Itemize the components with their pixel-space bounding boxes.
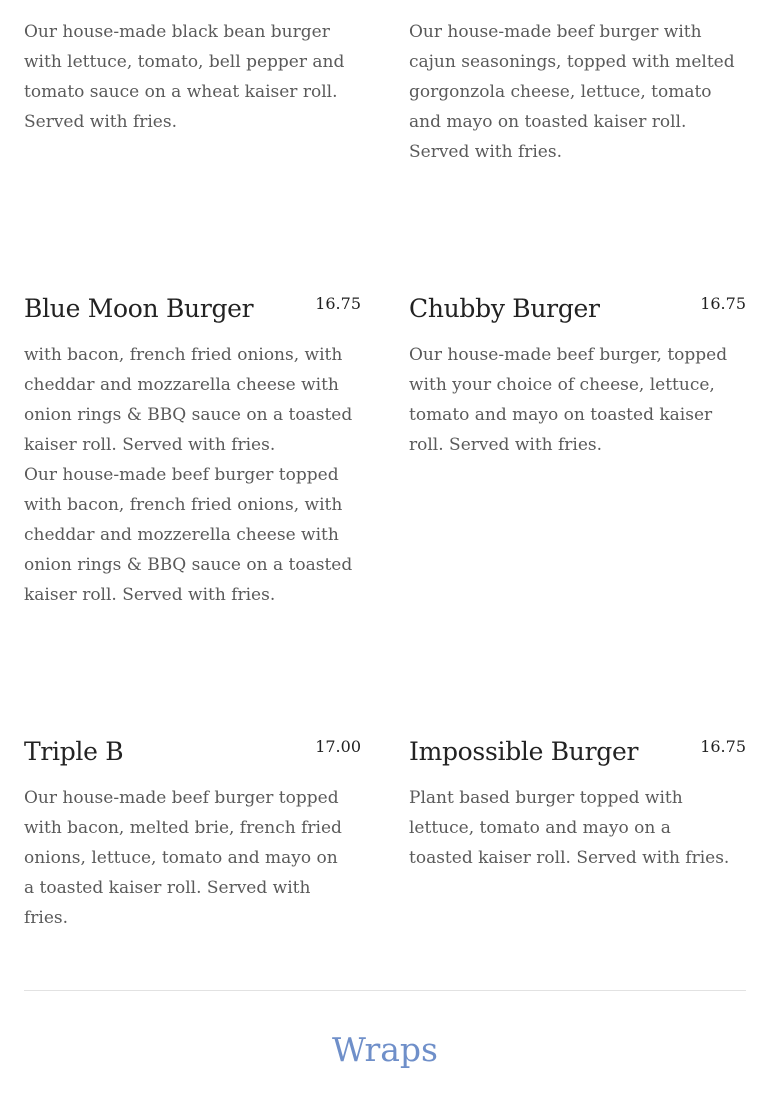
item-name: Triple B <box>24 737 124 766</box>
section-divider <box>24 990 746 991</box>
menu-item-black-bean-burger <box>24 17 361 137</box>
item-description: Plant based burger topped with lettuce, tomato and mayo on a toasted kaiser roll. Served with fries. <box>409 788 730 868</box>
menu-item-blue-moon-burger <box>24 294 361 610</box>
item-header <box>409 737 746 771</box>
item-name: Impossible Burger <box>409 737 639 766</box>
menu-item-cajun-burger <box>409 17 746 167</box>
menu-item-chubby-burger <box>409 294 746 460</box>
item-description: Our house-made beef burger topped with bacon, melted brie, french fried onions, lettuce, tomato and mayo on a toasted kaiser roll. Served with fries. <box>24 788 342 928</box>
menu-item-impossible-burger <box>409 737 746 873</box>
item-price: 16.75 <box>700 737 746 756</box>
section-title-wraps: Wraps <box>332 1030 438 1069</box>
item-price: 17.00 <box>315 737 361 756</box>
item-name: Chubby Burger <box>409 294 600 323</box>
item-price: 16.75 <box>315 294 361 313</box>
item-header <box>24 737 361 771</box>
menu-item-triple-b <box>24 737 361 933</box>
item-description: Our house-made black bean burger with lettuce, tomato, bell pepper and tomato sauce on a wheat kaiser roll. Served with fries. <box>24 22 345 132</box>
item-header <box>409 294 746 328</box>
item-description: with bacon, french fried onions, with cheddar and mozzarella cheese with onion rings & BBQ sauce on a toasted kaiser roll. Served with fries. <box>24 345 353 455</box>
item-description: Our house-made beef burger, topped with your choice of cheese, lettuce, tomato and mayo on toasted kaiser roll. Served with fries. <box>409 345 728 455</box>
item-header <box>24 294 361 328</box>
item-description: Our house-made beef burger with cajun seasonings, topped with melted gorgonzola cheese, lettuce, tomato and mayo on toasted kaiser roll. Served with fries. <box>409 22 735 162</box>
item-name: Blue Moon Burger <box>24 294 254 323</box>
item-description-extra: Our house-made beef burger topped with bacon, french fried onions, with cheddar and mozzerella cheese with onion rings & BBQ sauce on a toasted kaiser roll. Served with fries. <box>24 465 353 605</box>
item-price: 16.75 <box>700 294 746 313</box>
